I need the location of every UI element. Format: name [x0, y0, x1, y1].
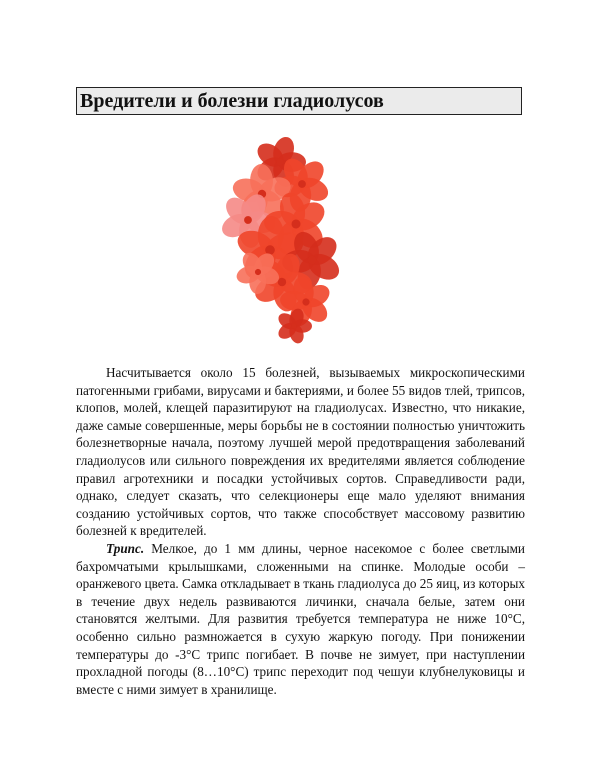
flower-center: [276, 158, 283, 165]
gladiolus-flower-icon: [210, 132, 360, 344]
title-box: [76, 87, 522, 115]
paragraph-thrips-text: Мелкое, до 1 мм длины, черное насекомое с более светлыми бахромчатыми крылышками, сложенными на спинке. Молодые особи – оранжевого цвета. Самка откладывает в ткань гладиолуса до 25 яиц, из которых в течение двух недель развиваются личинки, сначала белые, затем они становятся желтыми. Для развития требуется температура не ниже 10°C, особенно сильно размножается в сухую жаркую погоду. При понижении температуры до -3°C трипс погибает. В почве не зимует, при наступлении прохладной погоды (8…10°C) трипс переходит под чешуи клубнелуковицы и вместе с ними зимует в хранилище.: [76, 540, 526, 697]
article-body: [76, 364, 525, 698]
flower-center: [292, 324, 297, 329]
paragraph-thrips: [76, 540, 525, 698]
paragraph-intro-text: Насчитывается около 15 болезней, вызываемых микроскопическими патогенными грибами, вирусами и бактериями, и более 55 видов тлей, трипсов, клопов, молей, клещей паразитируют на гладиолусах. Известно, что никакие, даже самые совершенные, меры борьбы не в состоянии полностью уничтожить болезнетворные начала, поэтому лучшей мерой предотвращения заболеваний гладиолусов или сильного повреждения их вредителями является соблюдение правил агротехники и посадки устойчивых сортов. Справедливости ради, однако, следует сказать, что селекционеры еще мало уделяют внимания созданию устойчивых сортов, что также способствует массовому развитию болезней к вредителей.: [76, 365, 525, 539]
paragraph-intro: [76, 364, 525, 540]
thrips-heading: Трипс.: [106, 540, 145, 556]
page-title: Вредители и болезни гладиолусов: [80, 90, 384, 112]
